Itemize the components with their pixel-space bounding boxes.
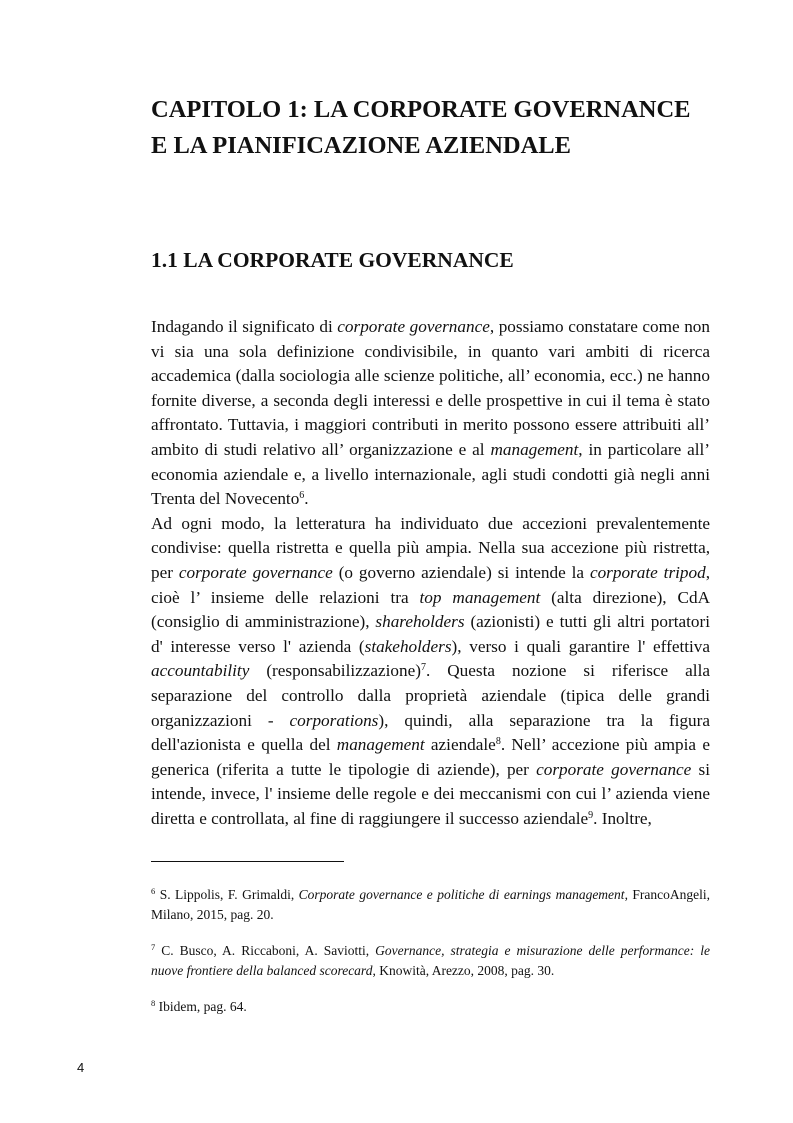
text-run: , in particolare all’ economia aziendale e, a livello internazionale, agli studi condotti già negli anni Trenta del Novecento — [151, 439, 710, 509]
text-run: Indagando il significato di — [151, 317, 338, 336]
text-run: (responsabilizzazione) — [249, 661, 421, 681]
text-run: Ad ogni modo, la letteratura ha individuato due accezioni prevalentemente condivise: quella ristretta e quella più ampia. Nella sua accezione più ristretta, per — [151, 513, 710, 582]
chapter-title: CAPITOLO 1: LA CORPORATE GOVERNANCE E LA PIANIFICAZIONE AZIENDALE — [151, 96, 691, 159]
text-run: , FrancoAngeli, Milano, 2015, pag. 20. — [151, 887, 710, 922]
text-run: . Nell’ accezione più ampia e generica (riferita a tutte le tipologie di aziende), per — [151, 735, 710, 779]
italic-text: top management — [419, 587, 541, 607]
footnote — [151, 997, 710, 1017]
footnote-number: 6 — [151, 886, 156, 896]
footnote-separator — [151, 861, 344, 862]
text-run: Ibidem, pag. 64. — [155, 999, 247, 1014]
italic-text: accountability — [151, 661, 250, 681]
text-run: C. Busco, A. Riccaboni, A. Saviotti, — [155, 943, 376, 958]
italic-text: corporations — [289, 710, 379, 730]
text-run: . Inoltre, — [593, 808, 652, 828]
text-run: . Questa nozione si riferisce alla separazione del controllo dalla proprietà aziendale (tipica delle grandi organizzazioni - — [151, 661, 710, 730]
section-title: 1.1 LA CORPORATE GOVERNANCE — [151, 248, 514, 272]
italic-text: Governance, strategia e misurazione delle performance: le nuove frontiere della balanced scorecard — [151, 943, 710, 978]
footnote-number: 8 — [151, 998, 156, 1008]
italic-text: corporate governance — [536, 759, 692, 779]
footnote — [151, 941, 710, 981]
italic-text: corporate governance — [178, 562, 333, 582]
text-run: (alta direzione), CdA (consiglio di amministrazione), — [151, 587, 710, 632]
text-run: ), verso i quali garantire l' effettiva — [451, 636, 710, 656]
text-run: S. Lippolis, F. Grimaldi, — [155, 887, 299, 902]
footnote-number: 7 — [151, 942, 156, 952]
italic-text: Corporate governance e politiche di earnings management — [298, 887, 625, 902]
body-paragraph — [151, 512, 710, 832]
italic-text: corporate governance — [337, 317, 490, 336]
footnote-reference: 6 — [299, 490, 305, 502]
italic-text: shareholders — [375, 612, 465, 632]
italic-text: corporate tripod — [589, 562, 706, 582]
footnote-reference: 7 — [420, 662, 426, 674]
text-run: , cioè l’ insieme delle relazioni tra — [151, 562, 710, 607]
italic-text: stakeholders — [364, 636, 452, 656]
text-run: (azionisti) e tutti gli altri portatori d' interesse verso l' azienda ( — [151, 612, 710, 656]
text-run: si intende, invece, l' insieme delle regole e dei meccanismi con cui l’ azienda viene diretta e controllata, al fine di raggiungere il successo aziendale — [151, 759, 710, 828]
body-paragraph — [151, 315, 710, 512]
body-text — [151, 315, 710, 831]
text-run: (o governo aziendale) si intende la — [332, 562, 590, 582]
text-run: ), quindi, alla separazione tra la figura dell'azionista e quella del — [151, 710, 710, 755]
italic-text: management — [490, 439, 579, 459]
footnote — [151, 885, 710, 925]
page-number: 4 — [77, 1060, 85, 1075]
footnote-reference: 8 — [495, 736, 501, 748]
text-run: , Knowità, Arezzo, 2008, pag. 30. — [372, 963, 555, 978]
text-run: aziendale — [424, 735, 496, 755]
text-run: , possiamo constatare come non vi sia una sola definizione condivisibile, in quanto vari ambiti di ricerca accademica (dalla sociologia alle scienze politiche, all’ economia, ecc.) ne hanno fornite diverse, a seconda degli interessi e delle prospettive in cui il tema è stato affrontato. Tuttavia, i maggiori contributi in merito possono essere attribuiti all’ ambito di studi relativo all’ organizzazione e al — [151, 317, 710, 459]
footnote-reference: 9 — [588, 809, 594, 821]
footnotes — [151, 885, 710, 1033]
italic-text: management — [336, 735, 425, 755]
text-run: . — [304, 489, 309, 509]
